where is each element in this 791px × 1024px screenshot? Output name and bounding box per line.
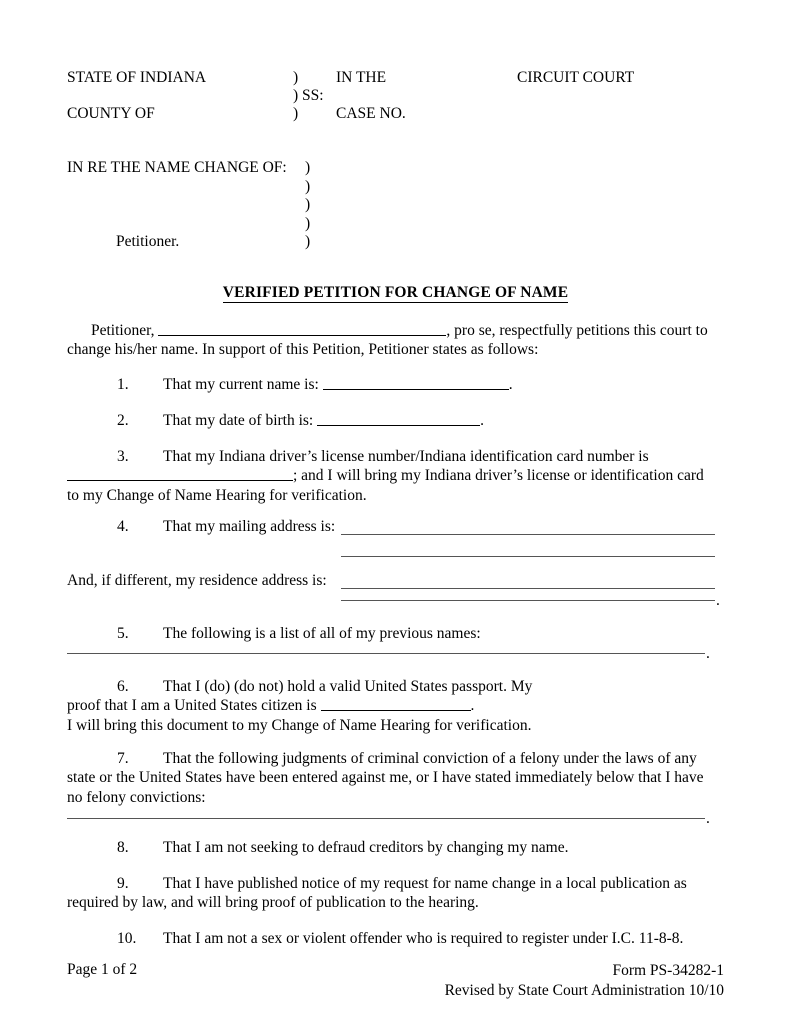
item-6-number: 6. bbox=[117, 678, 129, 695]
in-re-paren-row bbox=[67, 178, 727, 197]
item-1 bbox=[67, 375, 720, 394]
item-8-text: That I am not seeking to defraud creditors by changing my name. bbox=[163, 839, 569, 856]
footer-revision-note: Revised by State Court Administration 10/10 bbox=[444, 981, 724, 999]
felony-convictions-blank-line[interactable] bbox=[67, 818, 705, 819]
previous-names-period: . bbox=[706, 645, 710, 662]
date-of-birth-blank[interactable] bbox=[317, 413, 480, 426]
item-1-period: . bbox=[508, 376, 513, 393]
residence-address-period: . bbox=[716, 592, 720, 609]
residence-address-label: And, if different, my residence address is: bbox=[67, 572, 327, 589]
intro-paragraph bbox=[67, 321, 720, 360]
intro-lead: Petitioner, bbox=[91, 322, 159, 339]
item-2-text: That my date of birth is: bbox=[163, 412, 318, 429]
court-caption bbox=[67, 69, 727, 124]
in-re-heading-row bbox=[67, 159, 727, 178]
in-the-label: IN THE bbox=[336, 69, 387, 86]
mailing-address-blank-line-1[interactable] bbox=[341, 534, 715, 535]
felony-convictions-period: . bbox=[706, 810, 710, 827]
item-3 bbox=[67, 447, 720, 505]
in-re-paren-4: ) bbox=[305, 233, 311, 251]
item-4-number: 4. bbox=[117, 518, 129, 535]
item-6-text-2: proof that I am a United States citizen is bbox=[67, 697, 321, 715]
caption-ss-label: ) SS: bbox=[293, 87, 324, 105]
item-3-text-2: ; and I will bring my Indiana driver’s license or identification card bbox=[293, 467, 704, 485]
item-2-period: . bbox=[480, 412, 484, 429]
caption-paren-3: ) bbox=[293, 105, 299, 123]
page-title-text: VERIFIED PETITION FOR CHANGE OF NAME bbox=[222, 284, 569, 301]
item-3-line-2 bbox=[67, 466, 720, 485]
caption-row-state bbox=[67, 69, 727, 87]
item-7-number: 7. bbox=[117, 750, 129, 767]
item-6-text-1: That I (do) (do not) hold a valid United States passport. My bbox=[163, 678, 533, 695]
county-label: COUNTY OF bbox=[67, 105, 155, 123]
in-re-paren-3: ) bbox=[305, 214, 311, 232]
item-1-text: That my current name is: bbox=[163, 376, 323, 393]
item-10-text: That I am not a sex or violent offender who is required to register under I.C. 11-8-8. bbox=[163, 930, 684, 947]
in-re-paren-row bbox=[67, 196, 727, 215]
item-5 bbox=[67, 624, 720, 643]
mailing-address-blank-line-2[interactable] bbox=[341, 556, 715, 557]
in-re-paren-2: ) bbox=[305, 196, 311, 214]
page-title bbox=[0, 284, 791, 302]
item-3-text-3: to my Change of Name Hearing for verification. bbox=[67, 486, 367, 504]
previous-names-blank-line[interactable] bbox=[67, 653, 705, 654]
footer-form-number: Form PS-34282-1 bbox=[612, 962, 724, 979]
item-9-text: That I have published notice of my request for name change in a local publication as required by law, and will bring proof of publication to the hearing. bbox=[67, 875, 687, 912]
petitioner-label: Petitioner. bbox=[116, 233, 180, 251]
caption-row-ss bbox=[67, 87, 727, 105]
footer-page-number: Page 1 of 2 bbox=[67, 961, 138, 978]
item-5-number: 5. bbox=[117, 625, 129, 642]
item-10 bbox=[67, 929, 720, 948]
residence-address-blank-line-2[interactable] bbox=[341, 600, 715, 601]
caption-row-county bbox=[67, 105, 727, 123]
license-number-blank[interactable] bbox=[67, 468, 293, 481]
item-8 bbox=[67, 838, 720, 857]
item-7 bbox=[67, 749, 720, 807]
item-9 bbox=[67, 874, 720, 913]
item-2 bbox=[67, 411, 720, 430]
current-name-blank[interactable] bbox=[323, 377, 509, 390]
case-no-label: CASE NO. bbox=[336, 105, 406, 123]
in-re-paren-1: ) bbox=[305, 177, 311, 195]
item-7-text: That the following judgments of criminal conviction of a felony under the laws of any state or the United States have been entered against me, or I have stated immediately below that I have no felony convictions: bbox=[67, 750, 704, 806]
intro-tail: , pro se, respectfully petitions this court to change his/her name. In support of this Petition, Petitioner states as follows: bbox=[67, 322, 708, 359]
circuit-court-label: CIRCUIT COURT bbox=[517, 69, 635, 86]
caption-paren-1: ) bbox=[293, 69, 299, 86]
item-6 bbox=[67, 677, 720, 735]
in-re-paren-0: ) bbox=[305, 159, 311, 176]
item-2-number: 2. bbox=[117, 412, 129, 429]
footer-form-info bbox=[445, 961, 724, 1000]
in-re-paren-row bbox=[67, 215, 727, 234]
item-3-text-1: That my Indiana driver’s license number/Indiana identification card number is bbox=[163, 448, 649, 465]
item-6-period: . bbox=[470, 697, 475, 715]
state-label: STATE OF INDIANA bbox=[67, 69, 207, 86]
item-5-text: The following is a list of all of my previous names: bbox=[163, 625, 481, 642]
petitioner-row bbox=[67, 233, 727, 252]
item-4-text: That my mailing address is: bbox=[163, 518, 336, 535]
item-6-line-3 bbox=[67, 716, 720, 735]
item-8-number: 8. bbox=[117, 839, 129, 856]
item-3-line-1 bbox=[67, 447, 720, 466]
item-3-number: 3. bbox=[117, 448, 129, 465]
residence-address-blank-line-1[interactable] bbox=[341, 588, 715, 589]
in-re-heading: IN RE THE NAME CHANGE OF: bbox=[67, 159, 287, 176]
in-re-caption bbox=[67, 159, 727, 252]
item-3-line-3 bbox=[67, 486, 720, 505]
item-6-line-2 bbox=[67, 696, 720, 715]
item-9-number: 9. bbox=[117, 875, 129, 892]
item-10-number: 10. bbox=[117, 930, 137, 947]
item-6-text-3: I will bring this document to my Change of Name Hearing for verification. bbox=[67, 716, 532, 734]
petitioner-name-blank[interactable] bbox=[158, 323, 446, 336]
citizenship-proof-blank[interactable] bbox=[321, 698, 471, 711]
item-1-number: 1. bbox=[117, 376, 129, 393]
item-6-line-1 bbox=[67, 677, 720, 696]
